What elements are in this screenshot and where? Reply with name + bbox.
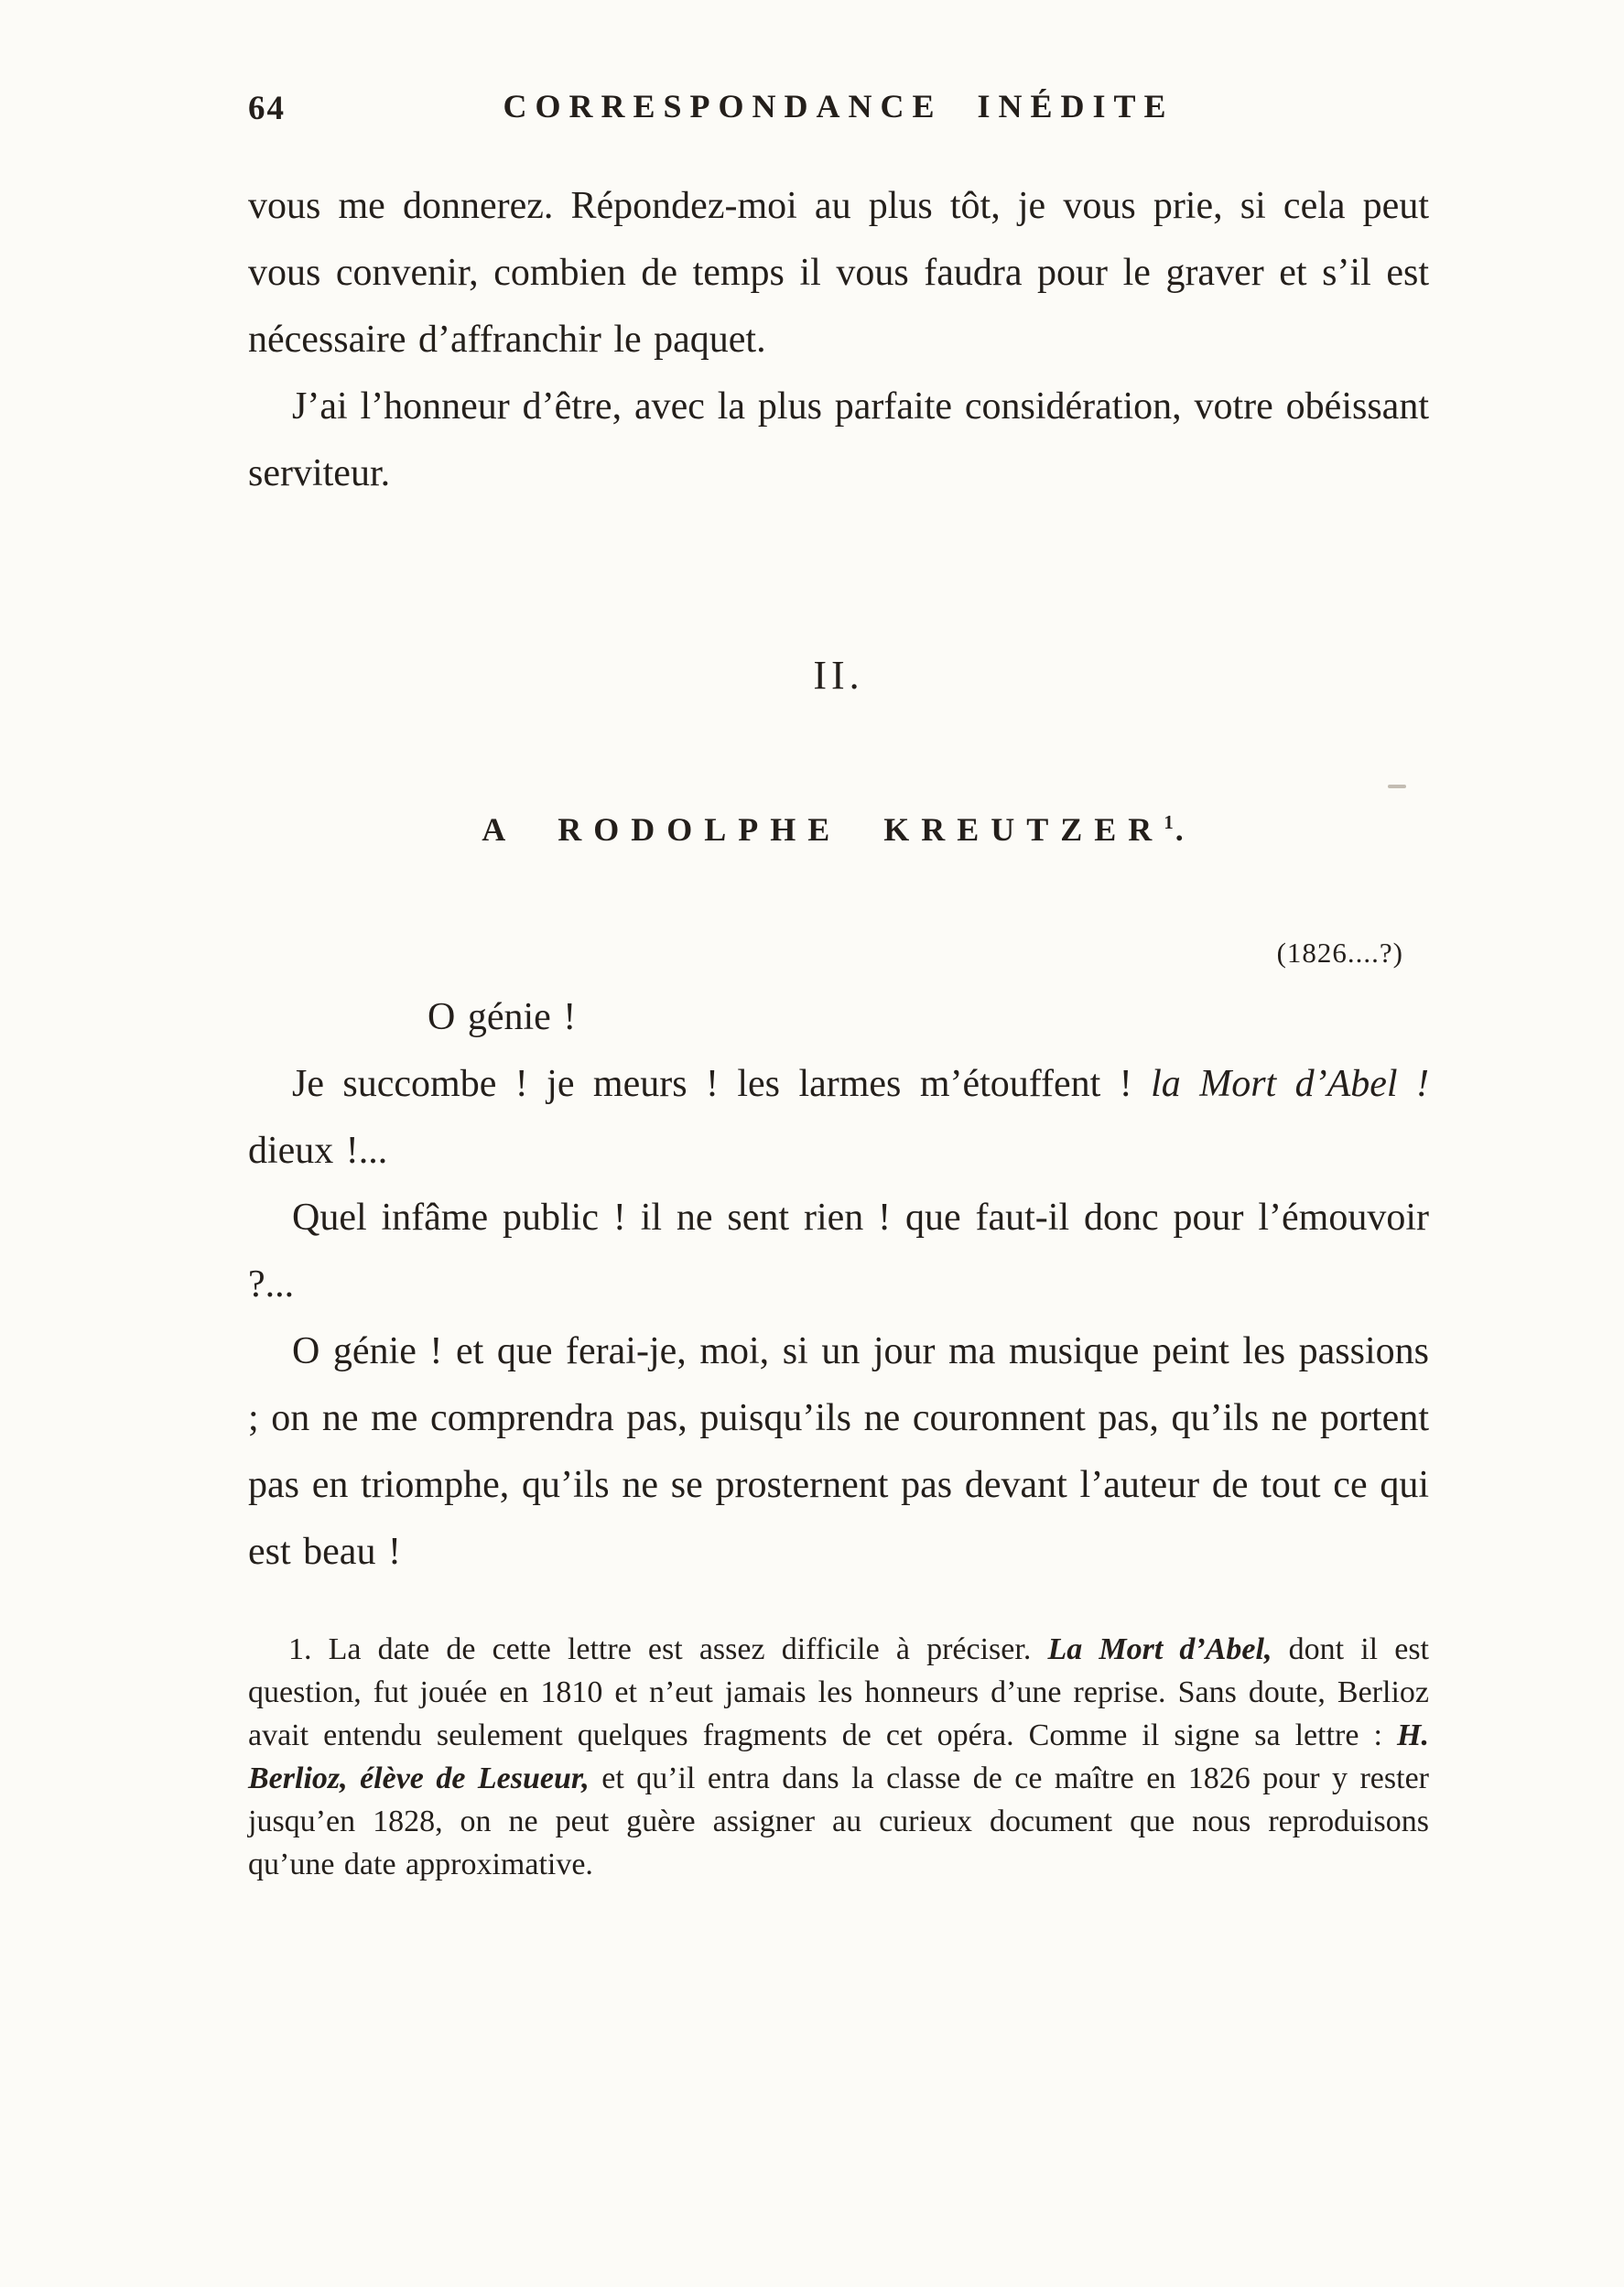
- footnote-reference-mark: 1: [1164, 811, 1175, 833]
- paragraph-quel-infame: Quel infâme public ! il ne sent rien ! que faut-il donc pour l’émouvoir ?...: [248, 1197, 1429, 1306]
- letter-heading-period: .: [1175, 811, 1196, 848]
- footnote-signature-berlioz: H. Berlioz, élève de Lesueur,: [248, 1718, 1429, 1795]
- text-run: dieux !...: [248, 1130, 388, 1172]
- paragraph-je-succombe: [248, 1051, 1429, 1185]
- letter-salutation: O génie !: [428, 996, 577, 1038]
- letter-heading-text: A RODOLPHE KREUTZER: [482, 811, 1164, 848]
- work-title-la-mort-d-abel: la Mort d’Abel !: [1151, 1063, 1430, 1105]
- text-block: [248, 173, 1429, 1886]
- text-run: Je succombe ! je meurs ! les larmes m’étouffent !: [292, 1063, 1152, 1105]
- footnote: [248, 1628, 1429, 1886]
- page-number: 64: [248, 90, 286, 127]
- section-heading-numeral: II.: [813, 653, 864, 698]
- print-artifact-speck: [1388, 785, 1406, 788]
- paragraph-letter1-closing: J’ai l’honneur d’être, avec la plus parfaite considération, votre obéissant serviteur.: [248, 385, 1429, 494]
- text-run: et qu’il entra dans la classe de ce maître en 1826 pour y rester jusqu’en 1828, on ne peut guère assigner au curieux document que nous reproduisons qu’une date approximative.: [248, 1761, 1429, 1881]
- text-run: 1. La date de cette lettre est assez difficile à préciser.: [288, 1632, 1048, 1666]
- paragraph-letter1-continuation: vous me donnerez. Répondez-moi au plus tôt, je vous prie, si cela peut vous convenir, combien de temps il vous faudra pour le graver et s’il est nécessaire d’affranchir le paquet.: [248, 185, 1429, 361]
- letter-date: (1826....?): [1276, 937, 1403, 969]
- paragraph-o-genie: O génie ! et que ferai-je, moi, si un jour ma musique peint les passions ; on ne me comprendra pas, puisqu’ils ne couronnent pas, qu’ils ne portent pas en triomphe, qu’ils ne se prosternent pas devant l’auteur de tout ce qui est beau !: [248, 1330, 1429, 1573]
- running-title: CORRESPONDANCE INÉDITE: [503, 88, 1175, 125]
- letter-heading: [248, 810, 1429, 849]
- page-header: [248, 87, 1429, 135]
- text-run: dont il est question, fut jouée en 1810 et n’eut jamais les honneurs d’une reprise. Sans doute, Berlioz avait entendu seulement quelques fragments de cet opéra. Comme il signe sa lettre :: [248, 1632, 1430, 1752]
- footnote-work-title-la-mort-d-abel: La Mort d’Abel,: [1047, 1632, 1272, 1666]
